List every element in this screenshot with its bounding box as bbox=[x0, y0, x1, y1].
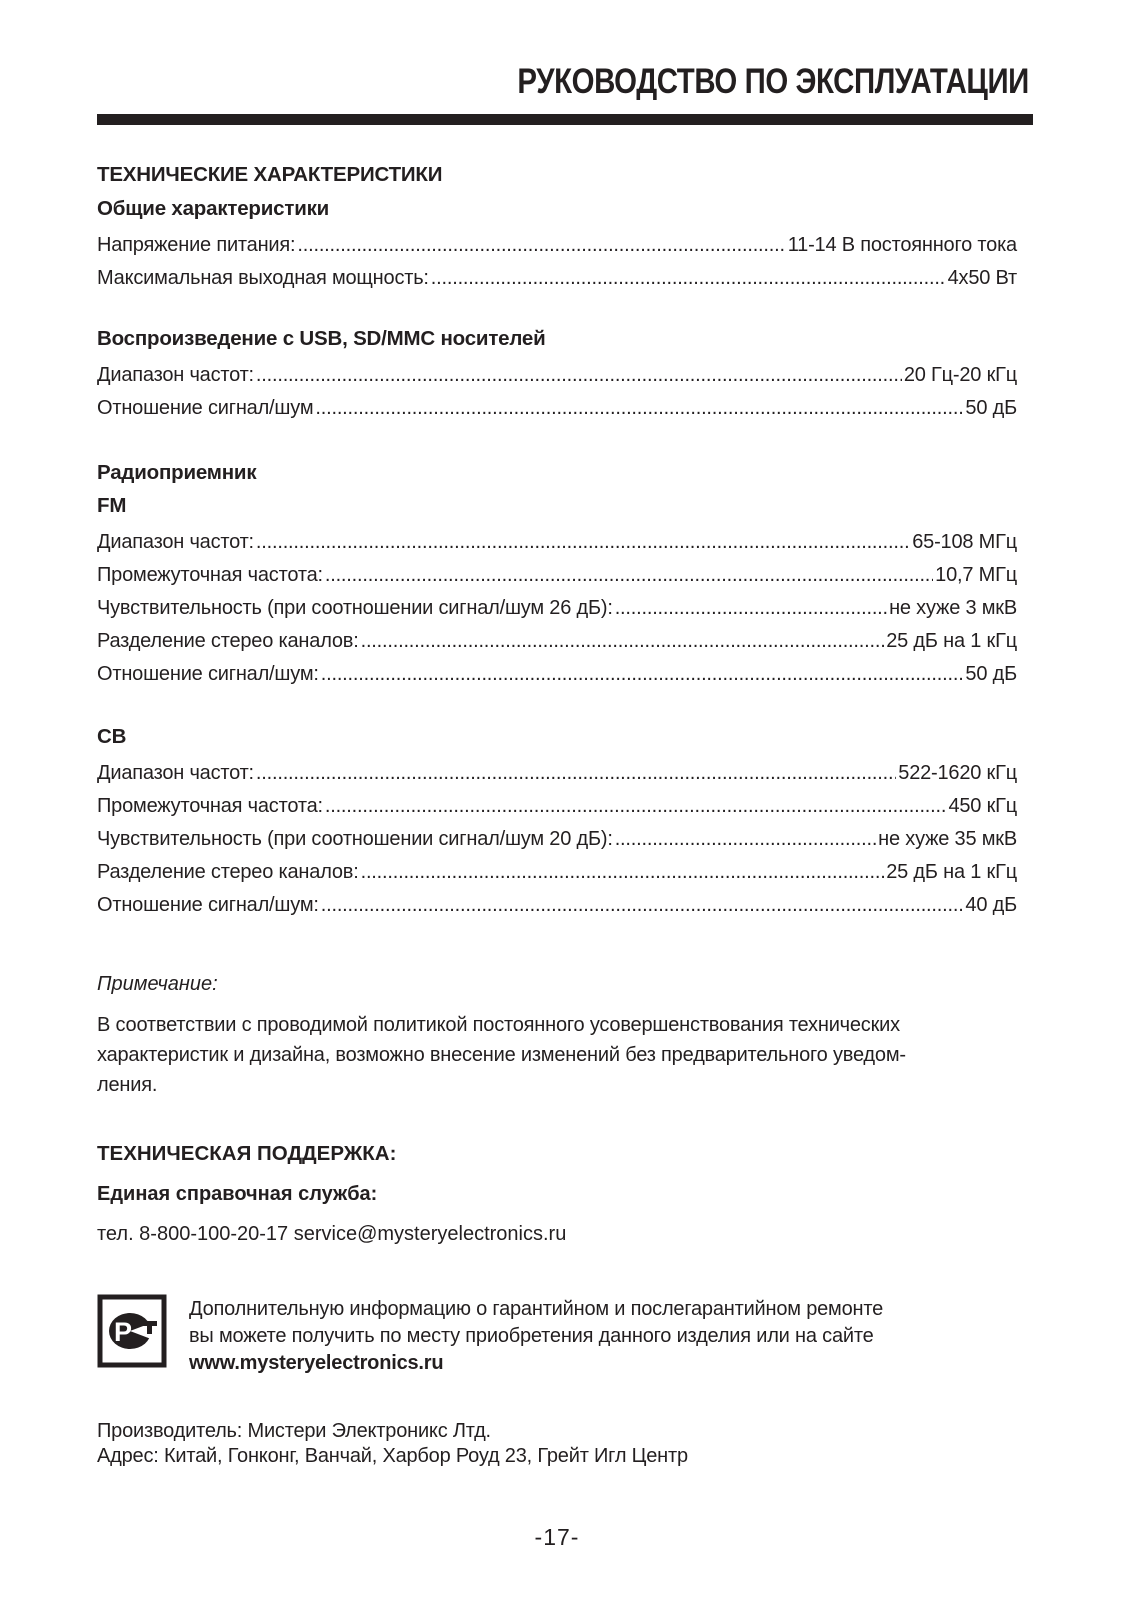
spec-row bbox=[97, 658, 1017, 691]
warranty-text bbox=[189, 1294, 883, 1377]
note-line: ления. bbox=[97, 1074, 158, 1096]
section-heading-usb: Воспроизведение с USB, SD/MMC носителей bbox=[97, 327, 546, 350]
title-divider-bar bbox=[97, 114, 1033, 125]
spec-label: Диапазон частот: bbox=[97, 364, 254, 386]
spec-label: Максимальная выходная мощность: bbox=[97, 267, 429, 289]
note-body bbox=[97, 1010, 1017, 1100]
note-title: Примечание: bbox=[97, 973, 218, 995]
dot-leader bbox=[321, 658, 964, 691]
section-rows-fm bbox=[97, 526, 1017, 691]
spec-value: 20 Гц-20 кГц bbox=[903, 364, 1017, 386]
spec-label: Разделение стерео каналов: bbox=[97, 630, 359, 652]
spec-label: Чувствительность (при соотношении сигнал/шум 26 дБ): bbox=[97, 597, 613, 619]
dot-leader bbox=[361, 856, 885, 889]
warranty-block bbox=[97, 1294, 1017, 1377]
section-rows-usb bbox=[97, 359, 1017, 425]
spec-value: 25 дБ на 1 кГц bbox=[886, 630, 1017, 652]
spec-label: Промежуточная частота: bbox=[97, 795, 323, 817]
dot-leader bbox=[325, 559, 933, 592]
support-contact: тел. 8-800-100-20-17 service@mysteryelectronics.ru bbox=[97, 1223, 567, 1245]
spec-value: 11-14 В постоянного тока bbox=[787, 234, 1017, 256]
spec-label: Чувствительность (при соотношении сигнал/шум 20 дБ): bbox=[97, 828, 613, 850]
dot-leader bbox=[256, 359, 902, 392]
spec-row bbox=[97, 359, 1017, 392]
spec-value: 10,7 МГц bbox=[935, 564, 1017, 586]
manufacturer-line: Производитель: Мистери Электроникс Лтд. bbox=[97, 1420, 491, 1442]
warranty-line: вы можете получить по месту приобретения данного изделия или на сайте bbox=[189, 1325, 874, 1347]
spec-value: 450 кГц bbox=[948, 795, 1017, 817]
section-heading-cb: СВ bbox=[97, 725, 127, 748]
svg-text:Р: Р bbox=[113, 1317, 133, 1347]
dot-leader bbox=[615, 592, 887, 625]
dot-leader bbox=[431, 262, 946, 295]
support-title: ТЕХНИЧЕСКАЯ ПОДДЕРЖКА: bbox=[97, 1142, 397, 1165]
dot-leader bbox=[321, 889, 964, 922]
section-rows-cb bbox=[97, 757, 1017, 922]
note-line: характеристик и дизайна, возможно внесение изменений без предварительного уведом- bbox=[97, 1044, 906, 1066]
spec-label: Отношение сигнал/шум: bbox=[97, 894, 319, 916]
manufacturer-address: Адрес: Китай, Гонконг, Ванчай, Харбор Роуд 23, Грейт Игл Центр bbox=[97, 1444, 688, 1467]
spec-label: Отношение сигнал/шум bbox=[97, 397, 314, 419]
spec-value: 40 дБ bbox=[965, 894, 1017, 916]
page-title-text: РУКОВОДСТВО ПО ЭКСПЛУАТАЦИИ bbox=[517, 62, 1029, 101]
spec-value: 4х50 Вт bbox=[947, 267, 1017, 289]
warranty-line: Дополнительную информацию о гарантийном и послегарантийном ремонте bbox=[189, 1298, 884, 1320]
dot-leader bbox=[361, 625, 885, 658]
spec-row bbox=[97, 262, 1017, 295]
page-title bbox=[97, 64, 1029, 100]
dot-leader bbox=[615, 823, 876, 856]
spec-row bbox=[97, 625, 1017, 658]
support-subtitle: Единая справочная служба: bbox=[97, 1183, 378, 1205]
spec-row bbox=[97, 823, 1017, 856]
spec-label: Отношение сигнал/шум: bbox=[97, 663, 319, 685]
spec-label: Напряжение питания: bbox=[97, 234, 296, 256]
note-line: В соответствии с проводимой политикой постоянного усовершенствования технических bbox=[97, 1014, 900, 1036]
spec-value: 50 дБ bbox=[965, 663, 1017, 685]
dot-leader bbox=[315, 392, 963, 425]
section-subheading-fm: FM bbox=[97, 494, 127, 517]
dot-leader bbox=[256, 526, 910, 559]
spec-row bbox=[97, 790, 1017, 823]
spec-row bbox=[97, 392, 1017, 425]
spec-row bbox=[97, 559, 1017, 592]
spec-label: Разделение стерео каналов: bbox=[97, 861, 359, 883]
page-number: -17- bbox=[534, 1524, 580, 1550]
spec-label: Промежуточная частота: bbox=[97, 564, 323, 586]
spec-row bbox=[97, 592, 1017, 625]
section-heading-radio: Радиоприемник bbox=[97, 461, 257, 484]
spec-value: не хуже 3 мкВ bbox=[889, 597, 1017, 619]
spec-value: не хуже 35 мкВ bbox=[878, 828, 1017, 850]
spec-value: 65-108 МГц bbox=[912, 531, 1017, 553]
spec-row bbox=[97, 757, 1017, 790]
section-heading-general: Общие характеристики bbox=[97, 197, 330, 220]
spec-value: 522-1620 кГц bbox=[898, 762, 1017, 784]
spec-row bbox=[97, 856, 1017, 889]
spec-row bbox=[97, 889, 1017, 922]
specs-title: ТЕХНИЧЕСКИЕ ХАРАКТЕРИСТИКИ bbox=[97, 163, 443, 186]
manufacturer-block bbox=[97, 1419, 1017, 1468]
spec-value: 25 дБ на 1 кГц bbox=[886, 861, 1017, 883]
spec-value: 50 дБ bbox=[965, 397, 1017, 419]
rst-certification-mark-icon bbox=[97, 1294, 167, 1368]
dot-leader bbox=[297, 229, 785, 262]
spec-row bbox=[97, 229, 1017, 262]
warranty-site-url: www.mysteryelectronics.ru bbox=[189, 1352, 444, 1374]
dot-leader bbox=[325, 790, 947, 823]
spec-row bbox=[97, 526, 1017, 559]
dot-leader bbox=[256, 757, 896, 790]
spec-label: Диапазон частот: bbox=[97, 762, 254, 784]
spec-label: Диапазон частот: bbox=[97, 531, 254, 553]
section-rows-general bbox=[97, 229, 1017, 295]
